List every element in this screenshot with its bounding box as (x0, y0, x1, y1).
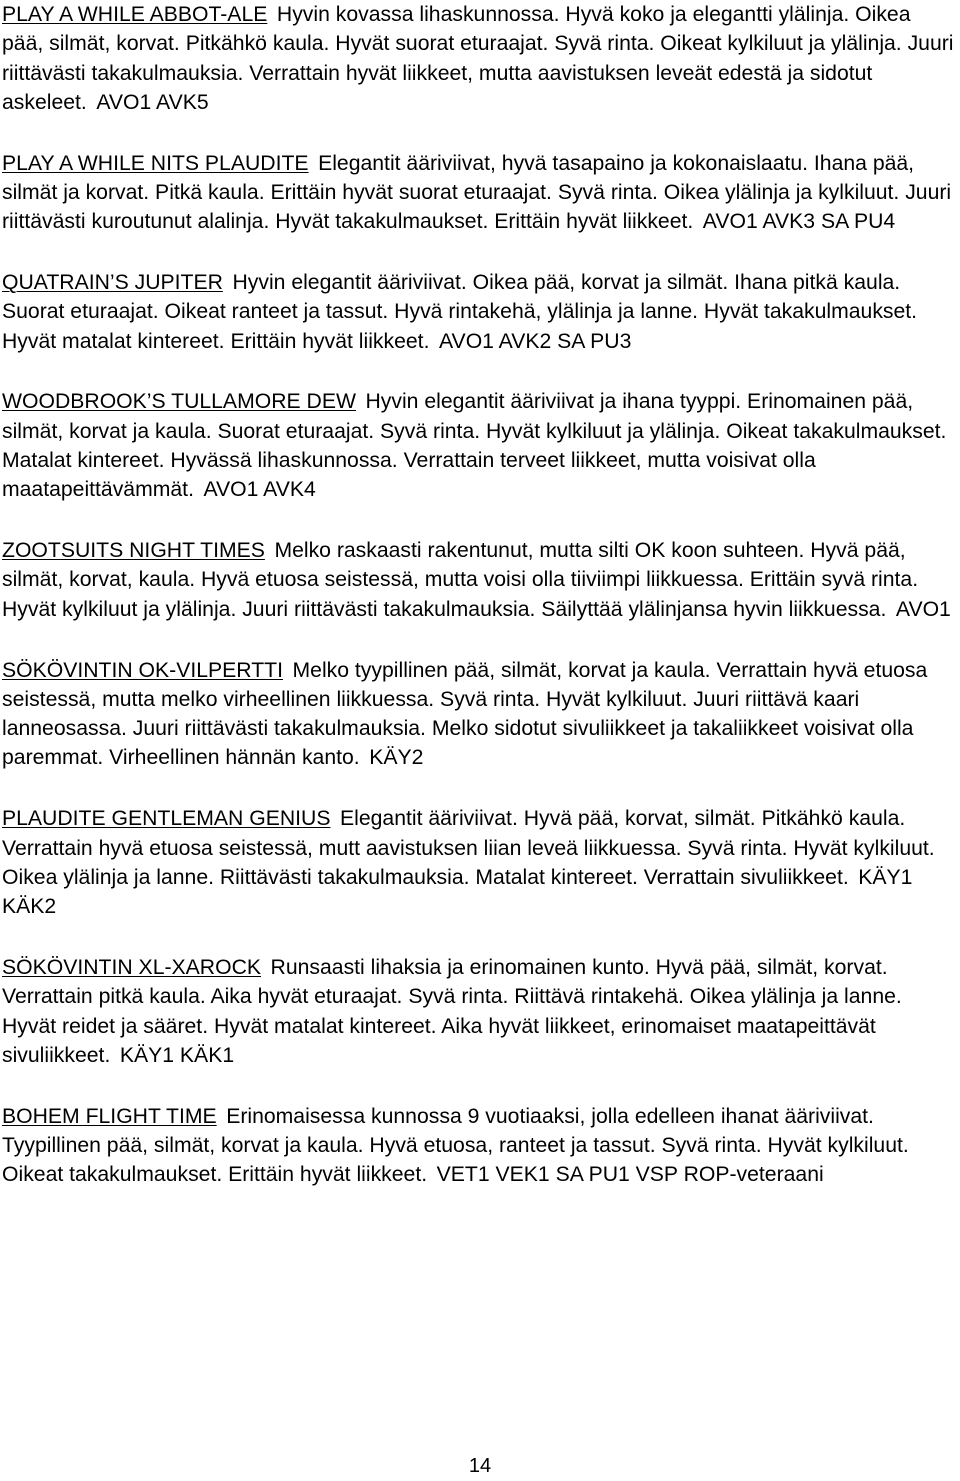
critique-text: Elegantit ääriviivat, hyvä tasapaino ja kokonaislaatu. Ihana pää, silmät ja korvat. Pitkä kaula. Erittäin hyvät suorat eturaajat. Syvä rinta. Oikea ylälinja ja kylkiluut. Juuri riittävästi kuroutunut alalinja. Hyvät takakulmaukset. Erittäin hyvät liikkeet. (2, 151, 952, 234)
dog-entry (2, 656, 956, 773)
dog-entry (2, 804, 956, 921)
critique-text: Erinomaisessa kunnossa 9 vuotiaaksi, jolla edelleen ihanat ääriviivat. Tyypillinen pää, silmät, korvat ja kaula. Hyvä etuosa, ranteet ja tassut. Syvä rinta. Hyvät kylkiluut. Oikeat takakulmaukset. Erittäin hyvät liikkeet. (2, 1104, 909, 1187)
dog-name: PLAUDITE GENTLEMAN GENIUS (2, 807, 331, 831)
dog-entry (2, 387, 956, 504)
page-number: 14 (468, 1455, 492, 1477)
dog-entry (2, 536, 956, 624)
critique-text: Elegantit ääriviivat. Hyvä pää, korvat, silmät. Pitkähkö kaula. Verrattain hyvä etuosa seistessä, mutt aavistuksen liian leveä liikkuessa. Syvä rinta. Hyvät kylkiluut. Oikea ylälinja ja lanne. Riittävästi takakulmauksia. Matalat kintereet. Verrattain sivuliikkeet. (2, 807, 935, 889)
critique-text: Runsaasti lihaksia ja erinomainen kunto. Hyvä pää, silmät, korvat. Verrattain pitkä kaula. Aika hyvät eturaajat. Syvä rinta. Riittävä rintakehä. Oikea ylälinja ja lanne. Hyvät reidet ja sääret. Hyvät matalat kintereet. Aika hyvät liikkeet, erinomaiset maatapeittävät sivuliikkeet. (2, 955, 902, 1067)
result-text: VET1 VEK1 SA PU1 VSP ROP-veteraani (436, 1163, 824, 1187)
critique-text: Hyvin kovassa lihaskunnossa. Hyvä koko ja elegantti ylälinja. Oikea pää, silmät, korvat. Pitkähkö kaula. Hyvät suorat eturaajat. Syvä rinta. Oikeat kylkiluut ja ylälinja. Juuri riittävästi takakulmauksia. Verrattain hyvät liikkeet, mutta aavistuksen leveät edestä ja sidotut askeleet. (2, 3, 954, 114)
dog-name: QUATRAIN’S JUPITER (2, 271, 223, 295)
dog-name: SÖKÖVINTIN OK-VILPERTTI (2, 658, 283, 682)
result-text: KÄY1 KÄK1 (119, 1043, 235, 1067)
result-text: KÄY2 (369, 746, 424, 770)
dog-entry (2, 953, 956, 1070)
dog-name: PLAY A WHILE ABBOT-ALE (2, 3, 268, 26)
critique-text: Melko raskaasti rakentunut, mutta silti OK koon suhteen. Hyvä pää, silmät, korvat, kaula. Hyvä etuosa seistessä, mutta voisi olla tiiviimpi liikkuessa. Erittäin syvä rinta. Hyvät kylkiluut ja ylälinja. Juuri riittävästi takakulmauksia. Säilyttää ylälinjansa hyvin liikkuessa. (2, 539, 919, 621)
dog-name: ZOOTSUITS NIGHT TIMES (2, 539, 265, 563)
document-page (2, 0, 956, 1190)
dog-name: BOHEM FLIGHT TIME (2, 1104, 217, 1128)
result-text: AVO1 AVK4 (203, 478, 316, 502)
critique-text: Hyvin elegantit ääriviivat ja ihana tyyppi. Erinomainen pää, silmät, korvat ja kaula. Suorat eturaajat. Syvä rinta. Hyvät kylkiluut ja ylälinja. Oikeat takakulmaukset. Matalat kintereet. Hyvässä lihaskunnossa. Verrattain terveet liikkeet, mutta voisivat olla maatapeittävämmät. (2, 390, 947, 502)
dog-name: WOODBROOK’S TULLAMORE DEW (2, 390, 356, 414)
dog-entry (2, 1102, 956, 1190)
result-text: KÄY1 KÄK2 (2, 865, 913, 919)
critique-text: Hyvin elegantit ääriviivat. Oikea pää, korvat ja silmät. Ihana pitkä kaula. Suorat eturaajat. Oikeat ranteet ja tassut. Hyvä rintakehä, ylälinja ja lanne. Hyvät takakulmaukset. Hyvät matalat kintereet. Erittäin hyvät liikkeet. (2, 271, 918, 353)
dog-entry (2, 149, 956, 237)
result-text: AVO1 AVK5 (96, 90, 209, 114)
result-text: AVO1 AVK2 SA PU3 (439, 329, 632, 353)
critique-text: Melko tyypillinen pää, silmät, korvat ja kaula. Verrattain hyvä etuosa seistessä, mutta melko virheellinen liikkuessa. Syvä rinta. Hyvät kylkiluut. Juuri riittävä kaari lanneosassa. Juuri riittävästi takakulmauksia. Melko sidotut sivuliikkeet ja takaliikkeet voisivat olla paremmat. Virheellinen hännän kanto. (2, 658, 928, 770)
dog-entry (2, 0, 956, 117)
dog-entry (2, 268, 956, 356)
dog-name: SÖKÖVINTIN XL-XAROCK (2, 955, 262, 979)
result-text: AVO1 AVK3 SA PU4 (702, 210, 896, 234)
result-text: AVO1 (895, 597, 951, 621)
dog-name: PLAY A WHILE NITS PLAUDITE (2, 151, 309, 175)
